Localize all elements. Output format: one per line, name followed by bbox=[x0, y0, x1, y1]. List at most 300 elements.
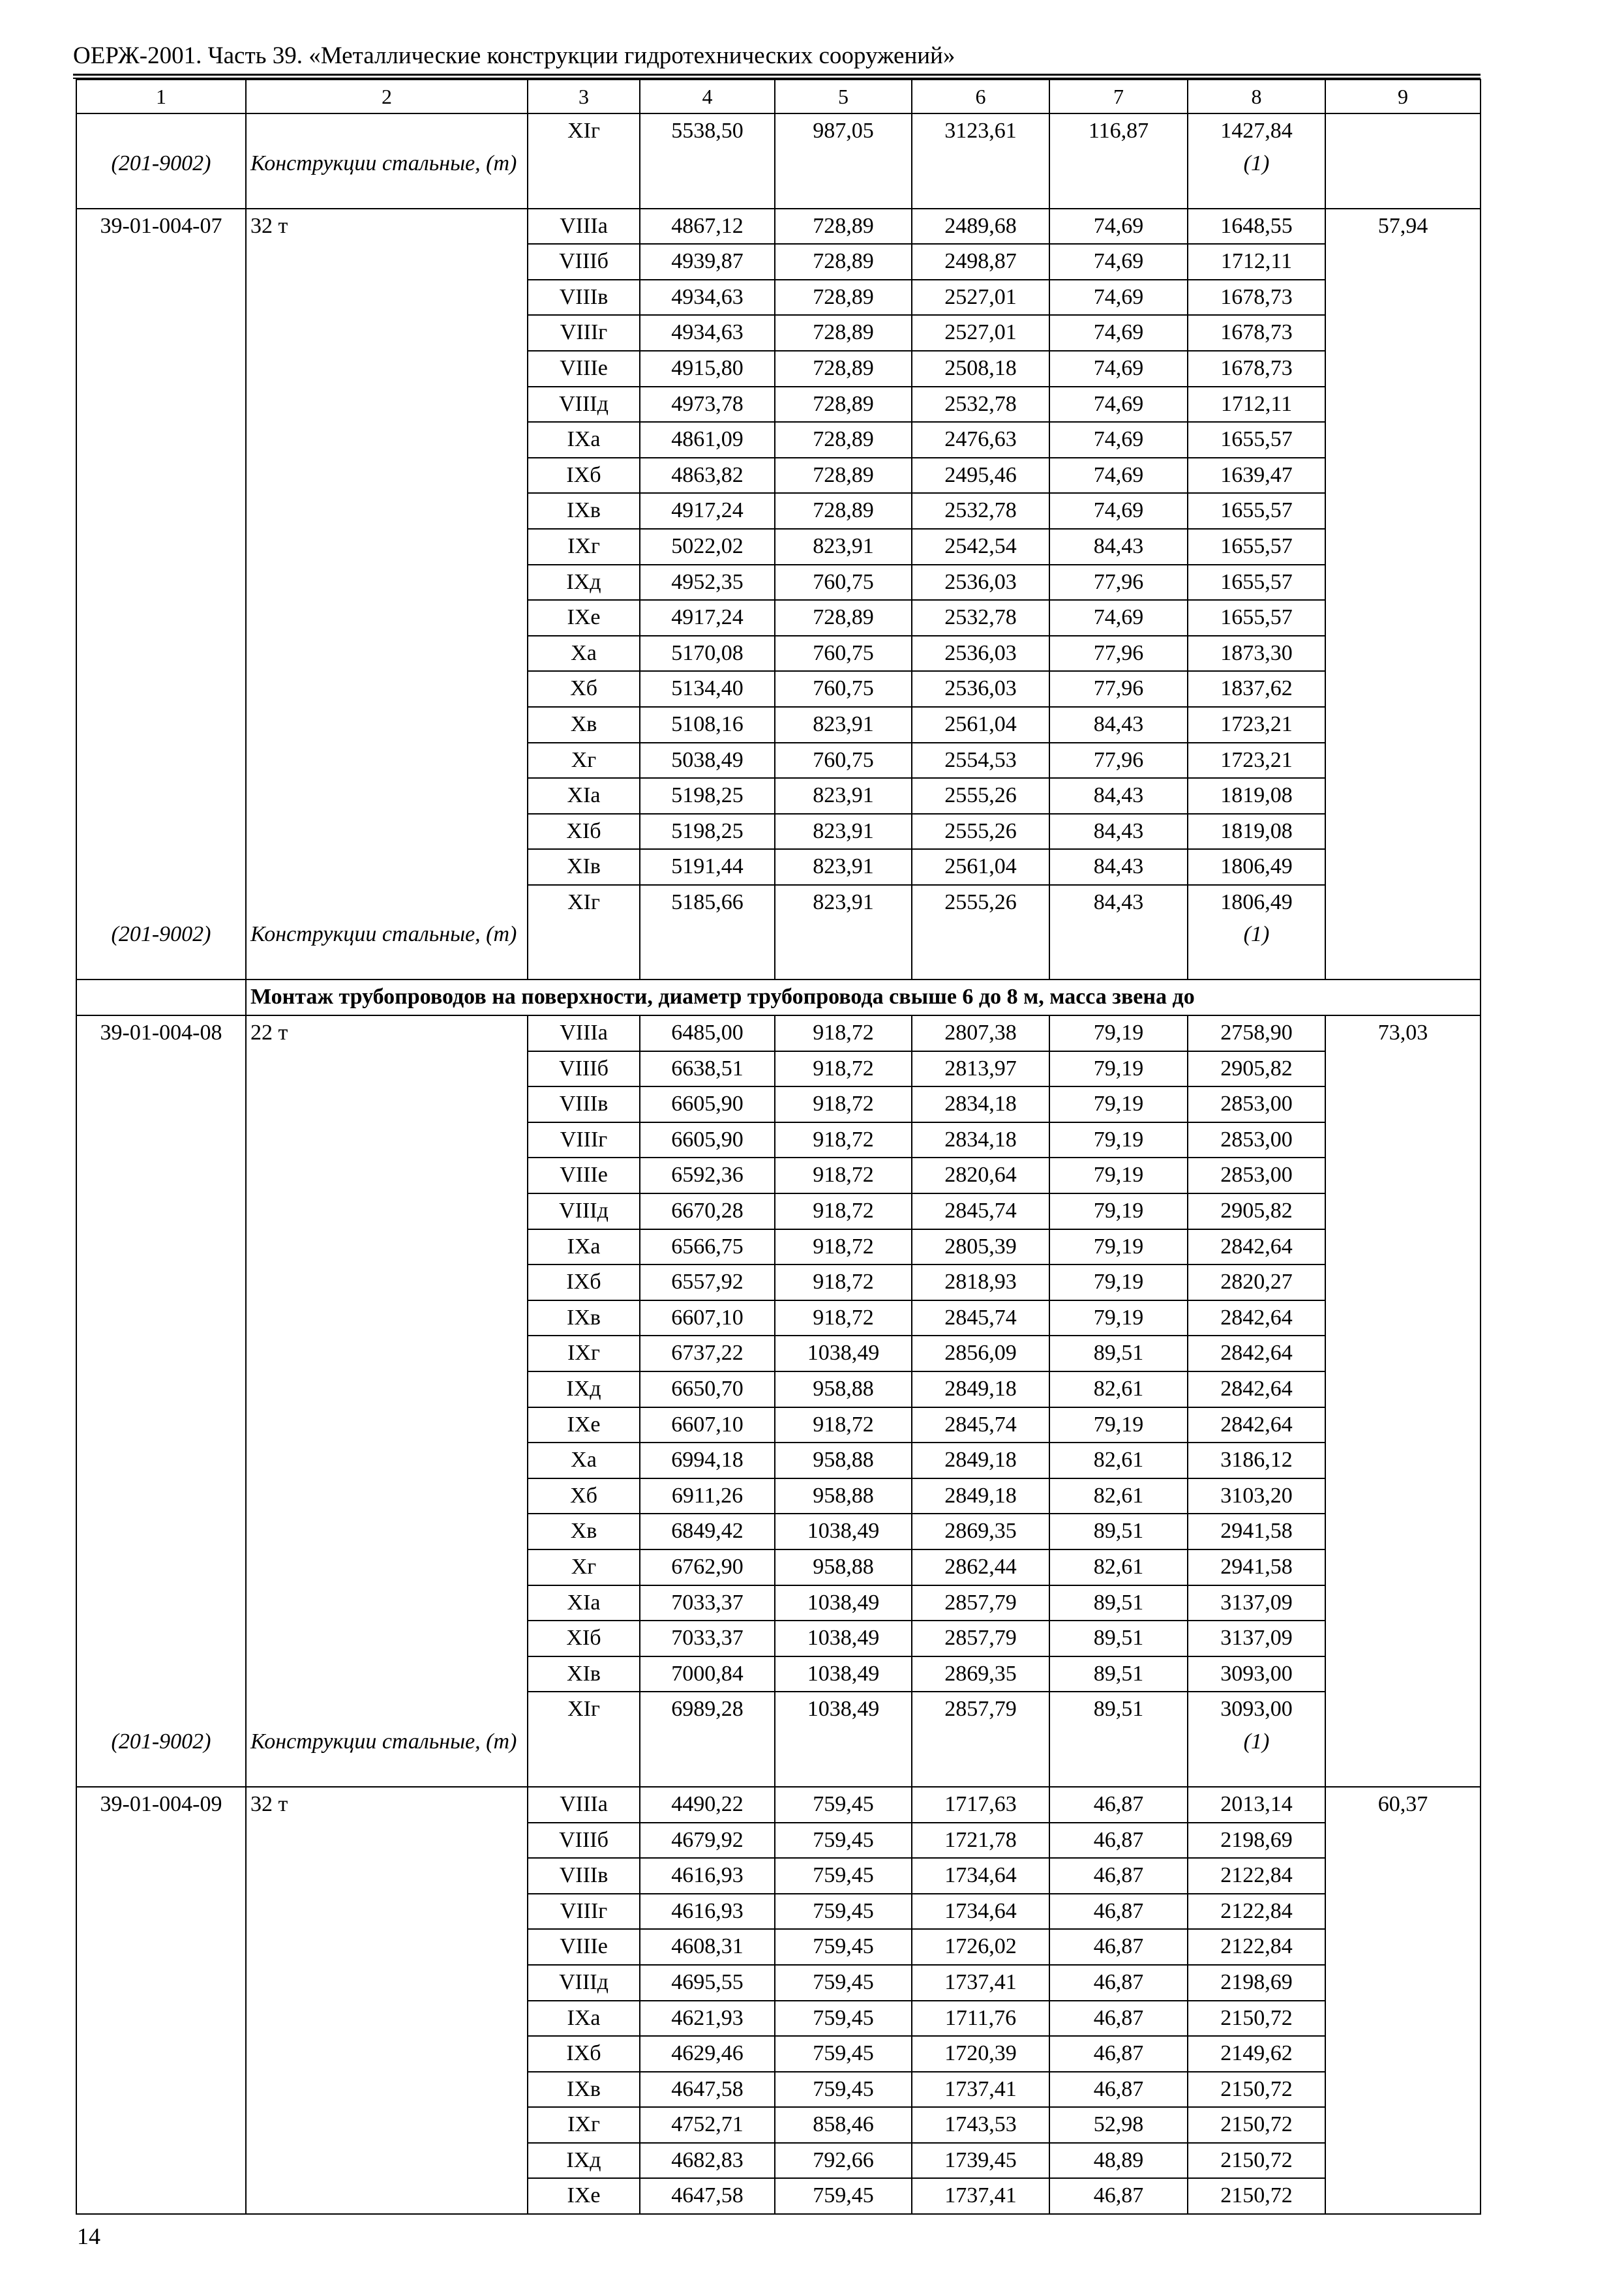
value-cell: 2820,64 bbox=[912, 1158, 1049, 1193]
material-description: Конструкции стальные, (т) bbox=[246, 149, 528, 209]
value-cell: 3103,20 bbox=[1188, 1478, 1325, 1514]
material-unit: (1) bbox=[1188, 149, 1325, 209]
value-cell: 1819,08 bbox=[1188, 814, 1325, 850]
value-cell: 4695,55 bbox=[640, 1965, 775, 2001]
value-cell: 84,43 bbox=[1049, 529, 1188, 565]
column-header: 6 bbox=[912, 80, 1049, 113]
zone-cell: VIIIв bbox=[528, 1086, 640, 1122]
empty-cell bbox=[246, 2072, 528, 2108]
empty-cell bbox=[246, 1407, 528, 1443]
header-rule bbox=[73, 74, 1481, 76]
zone-cell: XIб bbox=[528, 814, 640, 850]
table-row bbox=[76, 1158, 1481, 1193]
empty-cell bbox=[1325, 1336, 1481, 1371]
value-cell: 918,72 bbox=[775, 1086, 912, 1122]
value-cell: 759,45 bbox=[775, 1929, 912, 1965]
rate-description: 22 т bbox=[246, 1015, 528, 1051]
value-cell: 79,19 bbox=[1049, 1122, 1188, 1158]
empty-cell bbox=[1325, 458, 1481, 494]
value-cell: 2561,04 bbox=[912, 849, 1049, 885]
empty-cell bbox=[775, 149, 912, 209]
value-cell: 2849,18 bbox=[912, 1443, 1049, 1478]
value-cell: 4934,63 bbox=[640, 315, 775, 351]
value-cell: 2849,18 bbox=[912, 1371, 1049, 1407]
value-cell: 84,43 bbox=[1049, 849, 1188, 885]
value-cell: 1737,41 bbox=[912, 2178, 1049, 2214]
empty-cell bbox=[1325, 1443, 1481, 1478]
empty-cell bbox=[246, 1478, 528, 1514]
value-cell: 89,51 bbox=[1049, 1621, 1188, 1656]
rate-code bbox=[76, 113, 246, 149]
value-cell: 46,87 bbox=[1049, 2001, 1188, 2037]
value-cell: 1739,45 bbox=[912, 2143, 1049, 2179]
zone-cell: IXв bbox=[528, 493, 640, 529]
zone-cell: VIIIд bbox=[528, 1965, 640, 2001]
empty-cell bbox=[76, 493, 246, 529]
value-cell: 760,75 bbox=[775, 565, 912, 601]
table-row bbox=[76, 1371, 1481, 1407]
value-cell: 5538,50 bbox=[640, 113, 775, 149]
empty-cell bbox=[246, 1051, 528, 1087]
zone-cell: VIIIе bbox=[528, 1158, 640, 1193]
empty-cell bbox=[76, 1894, 246, 1930]
value-cell: 2198,69 bbox=[1188, 1965, 1325, 2001]
material-footer-row bbox=[76, 920, 1481, 980]
table-row bbox=[76, 671, 1481, 707]
value-cell: 77,96 bbox=[1049, 565, 1188, 601]
value-cell: 79,19 bbox=[1049, 1264, 1188, 1300]
empty-cell bbox=[76, 2178, 246, 2214]
rate-description bbox=[246, 113, 528, 149]
value-cell: 82,61 bbox=[1049, 1478, 1188, 1514]
value-cell: 2857,79 bbox=[912, 1621, 1049, 1656]
value-cell: 2842,64 bbox=[1188, 1336, 1325, 1371]
value-cell: 2555,26 bbox=[912, 885, 1049, 920]
table-row bbox=[76, 2143, 1481, 2179]
value-cell: 1038,49 bbox=[775, 1621, 912, 1656]
value-cell: 918,72 bbox=[775, 1158, 912, 1193]
table-row bbox=[76, 1692, 1481, 1727]
material-code: (201-9002) bbox=[76, 920, 246, 980]
value-cell: 760,75 bbox=[775, 743, 912, 779]
table-row bbox=[76, 1478, 1481, 1514]
value-cell: 759,45 bbox=[775, 1894, 912, 1930]
zone-cell: XIг bbox=[528, 1692, 640, 1727]
value-cell: 1723,21 bbox=[1188, 743, 1325, 779]
value-cell: 4939,87 bbox=[640, 244, 775, 280]
zone-cell: VIIIг bbox=[528, 315, 640, 351]
column-header-row bbox=[76, 80, 1481, 113]
table-row bbox=[76, 1443, 1481, 1478]
value-cell: 3137,09 bbox=[1188, 1585, 1325, 1621]
value-cell: 5134,40 bbox=[640, 671, 775, 707]
value-cell: 4679,92 bbox=[640, 1823, 775, 1859]
empty-cell bbox=[1325, 2107, 1481, 2143]
value-cell: 5185,66 bbox=[640, 885, 775, 920]
empty-cell bbox=[1325, 885, 1481, 920]
value-cell: 1038,49 bbox=[775, 1514, 912, 1549]
empty-cell bbox=[1325, 1727, 1481, 1787]
empty-cell bbox=[1049, 1727, 1188, 1787]
value-cell: 1655,57 bbox=[1188, 600, 1325, 636]
table-row bbox=[76, 885, 1481, 920]
zone-cell: IXб bbox=[528, 458, 640, 494]
value-cell: 1720,39 bbox=[912, 2036, 1049, 2072]
value-cell: 759,45 bbox=[775, 1858, 912, 1894]
value-cell: 52,98 bbox=[1049, 2107, 1188, 2143]
value-cell: 1819,08 bbox=[1188, 778, 1325, 814]
value-cell: 1639,47 bbox=[1188, 458, 1325, 494]
table-row bbox=[76, 1621, 1481, 1656]
empty-cell bbox=[76, 1514, 246, 1549]
value-cell: 6592,36 bbox=[640, 1158, 775, 1193]
zone-cell: IXа bbox=[528, 422, 640, 458]
empty-cell bbox=[76, 814, 246, 850]
empty-cell bbox=[528, 1727, 640, 1787]
value-cell: 2536,03 bbox=[912, 565, 1049, 601]
value-cell: 958,88 bbox=[775, 1549, 912, 1585]
value-cell: 2476,63 bbox=[912, 422, 1049, 458]
value-cell: 918,72 bbox=[775, 1229, 912, 1265]
value-cell: 6849,42 bbox=[640, 1514, 775, 1549]
value-cell: 89,51 bbox=[1049, 1514, 1188, 1549]
value-cell: 1711,76 bbox=[912, 2001, 1049, 2037]
empty-cell bbox=[76, 636, 246, 672]
empty-cell bbox=[1325, 315, 1481, 351]
zone-cell: VIIIе bbox=[528, 1929, 640, 1965]
value-cell: 2198,69 bbox=[1188, 1823, 1325, 1859]
value-cell: 2527,01 bbox=[912, 280, 1049, 316]
value-cell: 2849,18 bbox=[912, 1478, 1049, 1514]
value-cell: 46,87 bbox=[1049, 2036, 1188, 2072]
value-cell: 792,66 bbox=[775, 2143, 912, 2179]
zone-cell: Xб bbox=[528, 671, 640, 707]
value-cell: 2527,01 bbox=[912, 315, 1049, 351]
table-row bbox=[76, 1894, 1481, 1930]
value-cell: 1873,30 bbox=[1188, 636, 1325, 672]
zone-cell: VIIIб bbox=[528, 244, 640, 280]
value-cell: 74,69 bbox=[1049, 422, 1188, 458]
value-cell: 4682,83 bbox=[640, 2143, 775, 2179]
empty-cell bbox=[76, 778, 246, 814]
empty-cell bbox=[76, 458, 246, 494]
rate-description: 32 т bbox=[246, 1787, 528, 1823]
value-cell: 1655,57 bbox=[1188, 422, 1325, 458]
value-cell: 6605,90 bbox=[640, 1086, 775, 1122]
table-row bbox=[76, 1193, 1481, 1229]
section-heading: Монтаж трубопроводов на поверхности, диаметр трубопровода свыше 6 до 8 м, масса звена до bbox=[246, 980, 1481, 1015]
value-cell: 2941,58 bbox=[1188, 1549, 1325, 1585]
table-row bbox=[76, 814, 1481, 850]
table-row bbox=[76, 1229, 1481, 1265]
empty-cell bbox=[1325, 1478, 1481, 1514]
column-header: 8 bbox=[1188, 80, 1325, 113]
value-cell: 2532,78 bbox=[912, 387, 1049, 423]
value-cell: 2857,79 bbox=[912, 1585, 1049, 1621]
empty-cell bbox=[1325, 1229, 1481, 1265]
value-cell: 4629,46 bbox=[640, 2036, 775, 2072]
empty-cell bbox=[246, 778, 528, 814]
empty-cell bbox=[1325, 778, 1481, 814]
empty-cell bbox=[76, 2107, 246, 2143]
value-cell: 759,45 bbox=[775, 1965, 912, 2001]
empty-cell bbox=[1325, 2072, 1481, 2108]
table-row bbox=[76, 1122, 1481, 1158]
value-cell: 2853,00 bbox=[1188, 1122, 1325, 1158]
zone-cell: XIг bbox=[528, 113, 640, 149]
value-cell: 987,05 bbox=[775, 113, 912, 149]
value-cell: 4952,35 bbox=[640, 565, 775, 601]
zone-cell: Xа bbox=[528, 1443, 640, 1478]
value-cell: 46,87 bbox=[1049, 2178, 1188, 2214]
value-cell: 82,61 bbox=[1049, 1549, 1188, 1585]
value-cell: 3093,00 bbox=[1188, 1692, 1325, 1727]
empty-cell bbox=[1325, 1929, 1481, 1965]
value-cell: 2805,39 bbox=[912, 1229, 1049, 1265]
value-cell: 3123,61 bbox=[912, 113, 1049, 149]
table-row bbox=[76, 529, 1481, 565]
value-cell: 74,69 bbox=[1049, 600, 1188, 636]
table-row bbox=[76, 1015, 1481, 1051]
value-cell: 728,89 bbox=[775, 493, 912, 529]
value-cell: 89,51 bbox=[1049, 1585, 1188, 1621]
value-cell: 6638,51 bbox=[640, 1051, 775, 1087]
table-row bbox=[76, 1086, 1481, 1122]
value-cell: 2869,35 bbox=[912, 1656, 1049, 1692]
zone-cell: IXв bbox=[528, 2072, 640, 2108]
value-cell: 6762,90 bbox=[640, 1549, 775, 1585]
empty-cell bbox=[76, 280, 246, 316]
empty-cell bbox=[246, 1549, 528, 1585]
empty-cell bbox=[76, 849, 246, 885]
material-code: (201-9002) bbox=[76, 1727, 246, 1787]
value-cell: 4915,80 bbox=[640, 351, 775, 387]
value-cell: 6911,26 bbox=[640, 1478, 775, 1514]
empty-cell bbox=[246, 636, 528, 672]
rate-code: 39-01-004-08 bbox=[76, 1015, 246, 1051]
value-cell: 918,72 bbox=[775, 1300, 912, 1336]
value-cell: 46,87 bbox=[1049, 2072, 1188, 2108]
value-cell: 4647,58 bbox=[640, 2178, 775, 2214]
zone-cell: VIIIд bbox=[528, 387, 640, 423]
value-cell: 79,19 bbox=[1049, 1051, 1188, 1087]
material-code: (201-9002) bbox=[76, 149, 246, 209]
column-header: 5 bbox=[775, 80, 912, 113]
table-row bbox=[76, 1514, 1481, 1549]
value-cell: 46,87 bbox=[1049, 1894, 1188, 1930]
value-cell: 4917,24 bbox=[640, 493, 775, 529]
empty-cell bbox=[246, 1656, 528, 1692]
value-cell: 1648,55 bbox=[1188, 209, 1325, 245]
empty-cell bbox=[76, 980, 246, 1015]
value-cell: 89,51 bbox=[1049, 1692, 1188, 1727]
value-cell: 79,19 bbox=[1049, 1086, 1188, 1122]
value-cell: 2150,72 bbox=[1188, 2143, 1325, 2179]
value-cell: 74,69 bbox=[1049, 493, 1188, 529]
value-cell: 2150,72 bbox=[1188, 2072, 1325, 2108]
value-cell: 2853,00 bbox=[1188, 1086, 1325, 1122]
empty-cell bbox=[912, 1727, 1049, 1787]
rate-code: 39-01-004-07 bbox=[76, 209, 246, 245]
value-cell: 74,69 bbox=[1049, 280, 1188, 316]
zone-cell: XIб bbox=[528, 1621, 640, 1656]
value-cell: 2856,09 bbox=[912, 1336, 1049, 1371]
labor-cell bbox=[1325, 113, 1481, 149]
empty-cell bbox=[246, 315, 528, 351]
column-header: 4 bbox=[640, 80, 775, 113]
material-unit: (1) bbox=[1188, 1727, 1325, 1787]
empty-cell bbox=[1325, 1158, 1481, 1193]
zone-cell: IXг bbox=[528, 2107, 640, 2143]
empty-cell bbox=[246, 1122, 528, 1158]
zone-cell: IXе bbox=[528, 2178, 640, 2214]
table-row bbox=[76, 743, 1481, 779]
value-cell: 2532,78 bbox=[912, 493, 1049, 529]
empty-cell bbox=[76, 1478, 246, 1514]
zone-cell: VIIIа bbox=[528, 1787, 640, 1823]
empty-cell bbox=[76, 1656, 246, 1692]
value-cell: 823,91 bbox=[775, 529, 912, 565]
table-row bbox=[76, 1549, 1481, 1585]
zone-cell: Xг bbox=[528, 743, 640, 779]
table-row bbox=[76, 707, 1481, 743]
empty-cell bbox=[76, 1965, 246, 2001]
empty-cell bbox=[1325, 1086, 1481, 1122]
value-cell: 1712,11 bbox=[1188, 387, 1325, 423]
empty-cell bbox=[246, 1965, 528, 2001]
empty-cell bbox=[1325, 1300, 1481, 1336]
zone-cell: IXв bbox=[528, 1300, 640, 1336]
section-heading-row bbox=[76, 980, 1481, 1015]
value-cell: 1678,73 bbox=[1188, 315, 1325, 351]
empty-cell bbox=[1325, 1823, 1481, 1859]
value-cell: 4608,31 bbox=[640, 1929, 775, 1965]
empty-cell bbox=[246, 1514, 528, 1549]
empty-cell bbox=[1325, 1585, 1481, 1621]
empty-cell bbox=[246, 2178, 528, 2214]
table-row bbox=[76, 113, 1481, 149]
empty-cell bbox=[246, 743, 528, 779]
table-row bbox=[76, 493, 1481, 529]
value-cell: 1737,41 bbox=[912, 2072, 1049, 2108]
table-row bbox=[76, 1656, 1481, 1692]
value-cell: 759,45 bbox=[775, 2036, 912, 2072]
value-cell: 2122,84 bbox=[1188, 1858, 1325, 1894]
value-cell: 46,87 bbox=[1049, 1823, 1188, 1859]
empty-cell bbox=[1049, 920, 1188, 980]
empty-cell bbox=[640, 149, 775, 209]
value-cell: 1655,57 bbox=[1188, 565, 1325, 601]
value-cell: 2813,97 bbox=[912, 1051, 1049, 1087]
empty-cell bbox=[246, 1229, 528, 1265]
empty-cell bbox=[1325, 280, 1481, 316]
value-cell: 728,89 bbox=[775, 600, 912, 636]
empty-cell bbox=[1325, 671, 1481, 707]
empty-cell bbox=[246, 671, 528, 707]
empty-cell bbox=[76, 387, 246, 423]
zone-cell: VIIIв bbox=[528, 1858, 640, 1894]
value-cell: 4973,78 bbox=[640, 387, 775, 423]
value-cell: 79,19 bbox=[1049, 1407, 1188, 1443]
value-cell: 4917,24 bbox=[640, 600, 775, 636]
zone-cell: IXб bbox=[528, 2036, 640, 2072]
value-cell: 1743,53 bbox=[912, 2107, 1049, 2143]
table-row bbox=[76, 1787, 1481, 1823]
value-cell: 6670,28 bbox=[640, 1193, 775, 1229]
empty-cell bbox=[76, 1158, 246, 1193]
empty-cell bbox=[1325, 1371, 1481, 1407]
empty-cell bbox=[76, 1823, 246, 1859]
value-cell: 2842,64 bbox=[1188, 1229, 1325, 1265]
value-cell: 48,89 bbox=[1049, 2143, 1188, 2179]
empty-cell bbox=[912, 149, 1049, 209]
empty-cell bbox=[1325, 244, 1481, 280]
empty-cell bbox=[246, 600, 528, 636]
value-cell: 4934,63 bbox=[640, 280, 775, 316]
value-cell: 728,89 bbox=[775, 209, 912, 245]
value-cell: 116,87 bbox=[1049, 113, 1188, 149]
value-cell: 74,69 bbox=[1049, 244, 1188, 280]
value-cell: 2495,46 bbox=[912, 458, 1049, 494]
value-cell: 858,46 bbox=[775, 2107, 912, 2143]
value-cell: 7000,84 bbox=[640, 1656, 775, 1692]
value-cell: 1717,63 bbox=[912, 1787, 1049, 1823]
value-cell: 759,45 bbox=[775, 1787, 912, 1823]
empty-cell bbox=[246, 885, 528, 920]
value-cell: 74,69 bbox=[1049, 315, 1188, 351]
empty-cell bbox=[246, 2001, 528, 2037]
table-row bbox=[76, 2001, 1481, 2037]
value-cell: 2857,79 bbox=[912, 1692, 1049, 1727]
empty-cell bbox=[246, 1585, 528, 1621]
value-cell: 728,89 bbox=[775, 244, 912, 280]
empty-cell bbox=[528, 920, 640, 980]
empty-cell bbox=[1325, 707, 1481, 743]
value-cell: 759,45 bbox=[775, 2072, 912, 2108]
table-row bbox=[76, 2107, 1481, 2143]
empty-cell bbox=[640, 920, 775, 980]
empty-cell bbox=[76, 1621, 246, 1656]
zone-cell: IXа bbox=[528, 2001, 640, 2037]
value-cell: 5038,49 bbox=[640, 743, 775, 779]
value-cell: 2862,44 bbox=[912, 1549, 1049, 1585]
material-unit: (1) bbox=[1188, 920, 1325, 980]
value-cell: 958,88 bbox=[775, 1478, 912, 1514]
empty-cell bbox=[246, 493, 528, 529]
value-cell: 1038,49 bbox=[775, 1585, 912, 1621]
value-cell: 74,69 bbox=[1049, 387, 1188, 423]
value-cell: 2905,82 bbox=[1188, 1051, 1325, 1087]
empty-cell bbox=[76, 1692, 246, 1727]
empty-cell bbox=[246, 1371, 528, 1407]
value-cell: 759,45 bbox=[775, 2178, 912, 2214]
value-cell: 1837,62 bbox=[1188, 671, 1325, 707]
value-cell: 759,45 bbox=[775, 2001, 912, 2037]
value-cell: 1734,64 bbox=[912, 1894, 1049, 1930]
value-cell: 728,89 bbox=[775, 458, 912, 494]
value-cell: 2842,64 bbox=[1188, 1371, 1325, 1407]
empty-cell bbox=[76, 1051, 246, 1087]
zone-cell: XIв bbox=[528, 1656, 640, 1692]
value-cell: 6607,10 bbox=[640, 1300, 775, 1336]
zone-cell: IXг bbox=[528, 529, 640, 565]
value-cell: 6650,70 bbox=[640, 1371, 775, 1407]
column-header: 3 bbox=[528, 80, 640, 113]
empty-cell bbox=[1325, 2036, 1481, 2072]
empty-cell bbox=[76, 743, 246, 779]
value-cell: 89,51 bbox=[1049, 1656, 1188, 1692]
zone-cell: Xа bbox=[528, 636, 640, 672]
